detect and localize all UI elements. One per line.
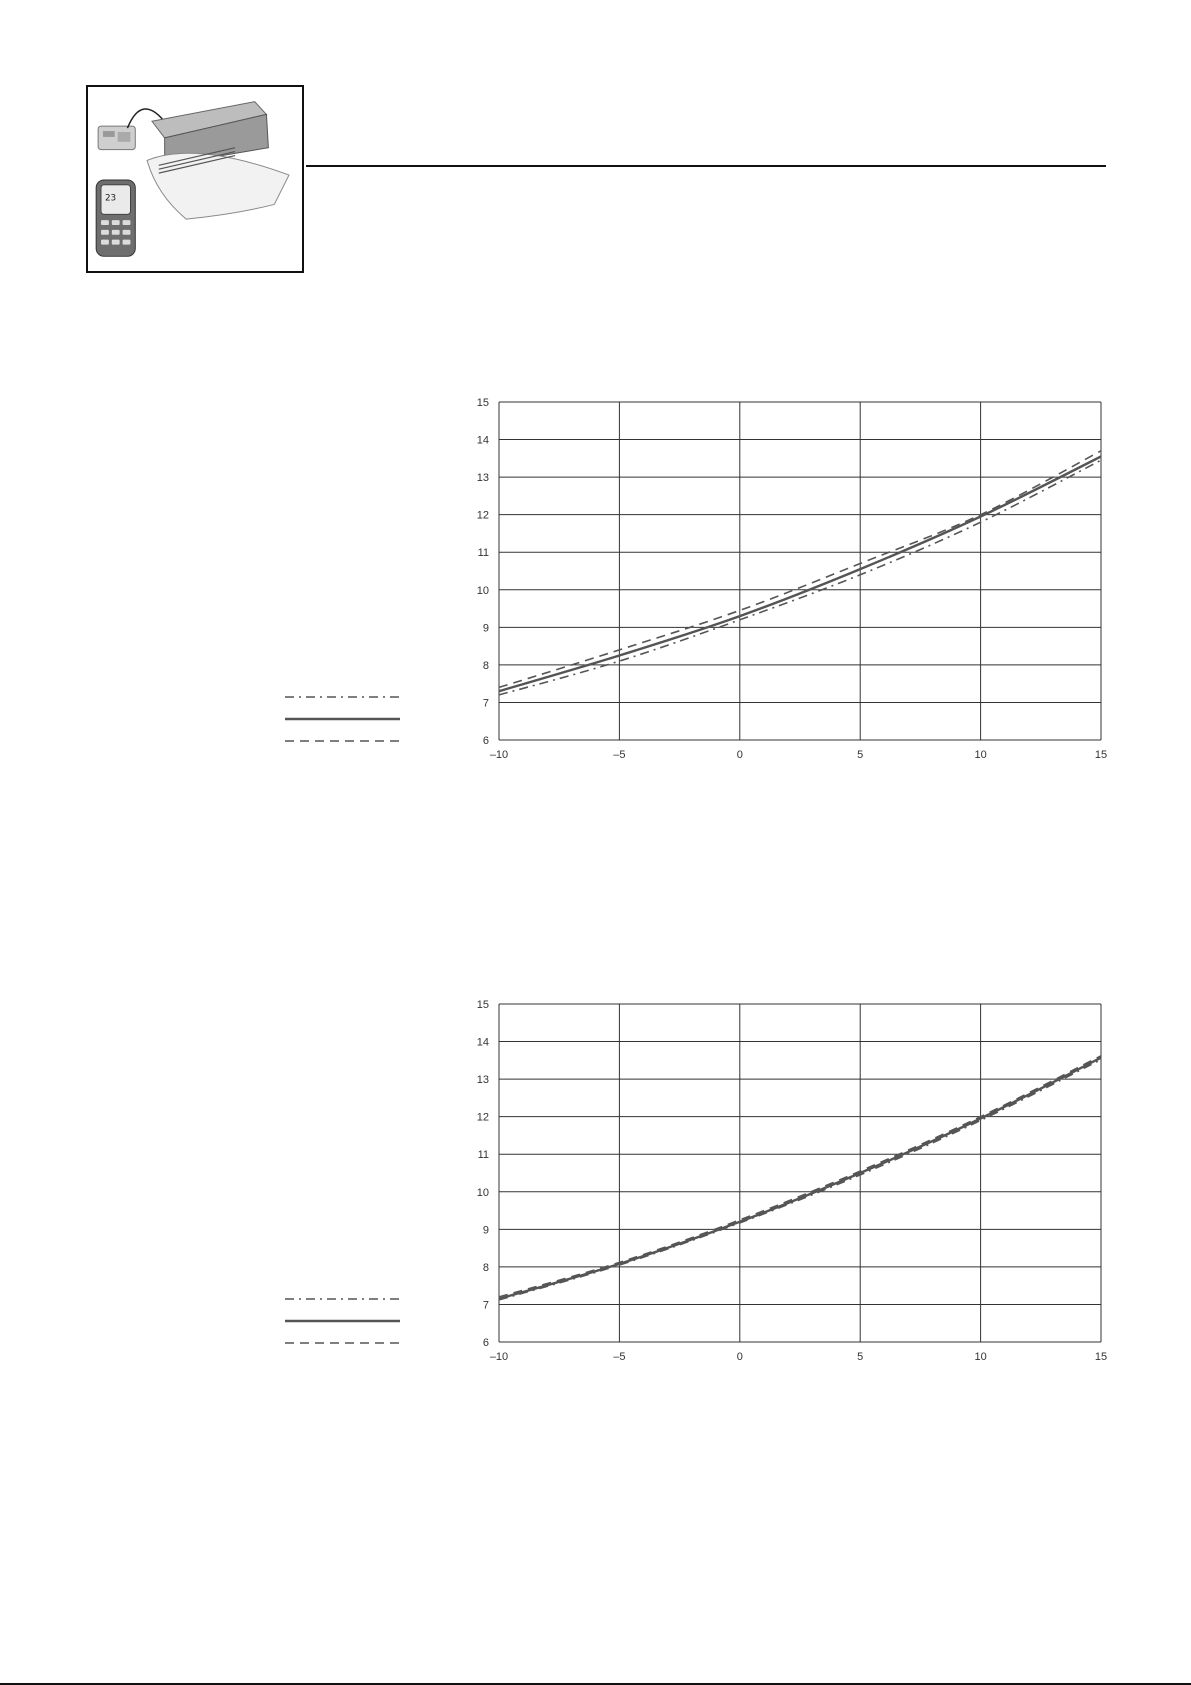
series-line-dashed [499, 1056, 1101, 1297]
y-tick-label: 12 [476, 509, 489, 522]
x-tick-label: 15 [1094, 749, 1108, 761]
x-tick-label: 10 [974, 749, 987, 761]
svg-text:23: 23 [104, 193, 117, 204]
y-tick-label: 10 [476, 584, 489, 597]
y-tick-label: 11 [477, 1149, 489, 1162]
y-tick-label: 7 [482, 697, 489, 710]
y-tick-label: 7 [482, 1299, 489, 1312]
y-tick-label: 9 [482, 1224, 489, 1237]
y-tick-label: 6 [482, 735, 489, 747]
y-tick-label: 6 [482, 1337, 489, 1349]
y-tick-label: 10 [476, 1186, 489, 1199]
y-tick-label: 8 [482, 659, 489, 672]
y-tick-label: 15 [476, 999, 489, 1011]
series-line-dash-dot [499, 1060, 1101, 1300]
y-tick-label: 9 [482, 622, 489, 635]
x-tick-label: –5 [613, 749, 626, 761]
y-tick-label: 13 [476, 472, 489, 485]
x-tick-label: –10 [489, 749, 509, 761]
y-tick-label: 12 [476, 1111, 489, 1124]
x-tick-label: 5 [857, 749, 864, 761]
x-tick-label: 0 [736, 1351, 743, 1363]
x-tick-label: 0 [736, 749, 743, 761]
x-tick-label: 5 [857, 1351, 864, 1363]
y-tick-label: 8 [482, 1261, 489, 1274]
y-tick-label: 14 [476, 1036, 489, 1049]
x-tick-label: –10 [489, 1351, 509, 1363]
series-line-solid [499, 1058, 1101, 1299]
x-tick-label: 15 [1094, 1351, 1108, 1363]
y-tick-label: 13 [476, 1074, 489, 1087]
y-tick-label: 14 [476, 434, 489, 447]
y-tick-label: 15 [476, 397, 489, 409]
y-tick-label: 11 [477, 547, 489, 560]
x-tick-label: –5 [613, 1351, 626, 1363]
x-tick-label: 10 [974, 1351, 987, 1363]
